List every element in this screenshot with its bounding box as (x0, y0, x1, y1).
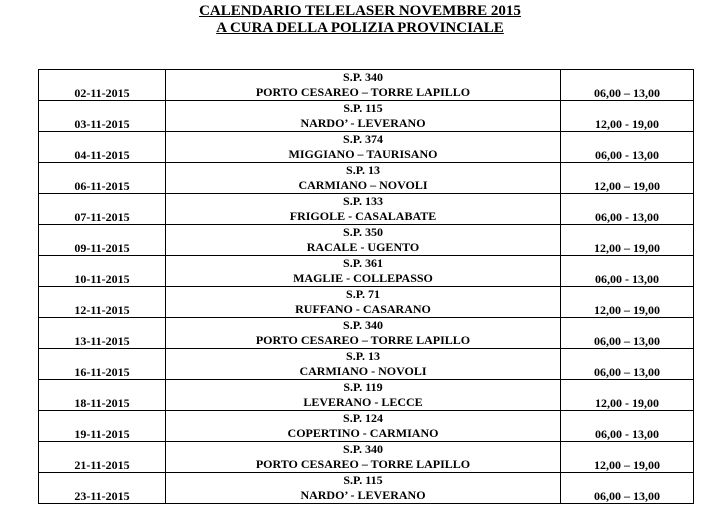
road-code: S.P. 340 (343, 70, 383, 84)
road-cell (166, 101, 561, 132)
time-cell: 12,00 - 19,00 (561, 380, 694, 411)
time-cell: 06,00 - 13,00 (561, 256, 694, 287)
route-name: FRIGOLE - CASALABATE (289, 209, 437, 223)
table-row (39, 442, 694, 473)
date-cell: 04-11-2015 (39, 132, 166, 163)
road-code: S.P. 119 (343, 380, 383, 394)
road-cell (166, 473, 561, 504)
table-row (39, 473, 694, 504)
route-name: RUFFANO - CASARANO (295, 302, 431, 316)
route-name: COPERTINO - CARMIANO (287, 426, 439, 440)
route-name: NARDO’ - LEVERANO (300, 116, 426, 130)
road-code: S.P. 340 (343, 318, 383, 332)
document-header (0, 3, 720, 37)
road-cell (166, 380, 561, 411)
table-row (39, 256, 694, 287)
time-cell: 06,00 – 13,00 (561, 318, 694, 349)
table-row (39, 132, 694, 163)
date-cell: 10-11-2015 (39, 256, 166, 287)
table-row (39, 194, 694, 225)
time-cell: 06,00 - 13,00 (561, 194, 694, 225)
road-cell (166, 318, 561, 349)
document-subtitle: A CURA DELLA POLIZIA PROVINCIALE (216, 20, 504, 36)
date-cell: 07-11-2015 (39, 194, 166, 225)
route-name: LEVERANO - LECCE (303, 395, 423, 409)
route-name: PORTO CESAREO – TORRE LAPILLO (255, 85, 471, 99)
date-cell: 06-11-2015 (39, 163, 166, 194)
road-cell (166, 442, 561, 473)
road-code: S.P. 350 (343, 225, 383, 239)
road-code: S.P. 374 (343, 132, 383, 146)
road-cell (166, 194, 561, 225)
road-cell (166, 256, 561, 287)
time-cell: 12,00 – 19,00 (561, 442, 694, 473)
schedule-body (39, 70, 694, 504)
route-name: CARMIANO – NOVOLI (298, 178, 428, 192)
date-cell: 02-11-2015 (39, 70, 166, 101)
time-cell: 06,00 – 13,00 (561, 70, 694, 101)
time-cell: 06,00 - 13,00 (561, 411, 694, 442)
table-row (39, 225, 694, 256)
route-name: RACALE - UGENTO (306, 240, 420, 254)
road-cell (166, 225, 561, 256)
road-cell (166, 287, 561, 318)
time-cell: 06,00 - 13,00 (561, 132, 694, 163)
table-row (39, 318, 694, 349)
table-row (39, 380, 694, 411)
road-code: S.P. 133 (343, 194, 383, 208)
table-row (39, 411, 694, 442)
date-cell: 09-11-2015 (39, 225, 166, 256)
road-cell (166, 70, 561, 101)
date-cell: 03-11-2015 (39, 101, 166, 132)
time-cell: 06,00 – 13,00 (561, 349, 694, 380)
road-cell (166, 132, 561, 163)
road-code: S.P. 115 (343, 473, 383, 487)
road-code: S.P. 340 (343, 442, 383, 456)
road-cell (166, 411, 561, 442)
date-cell: 18-11-2015 (39, 380, 166, 411)
time-cell: 12,00 - 19,00 (561, 101, 694, 132)
road-code: S.P. 115 (343, 101, 383, 115)
table-row (39, 163, 694, 194)
date-cell: 16-11-2015 (39, 349, 166, 380)
route-name: MIGGIANO – TAURISANO (288, 147, 438, 161)
time-cell: 12,00 – 19,00 (561, 225, 694, 256)
table-row (39, 101, 694, 132)
road-cell (166, 163, 561, 194)
table-row (39, 349, 694, 380)
road-code: S.P. 71 (346, 287, 380, 301)
road-code: S.P. 13 (346, 163, 380, 177)
route-name: CARMIANO - NOVOLI (299, 364, 427, 378)
date-cell: 13-11-2015 (39, 318, 166, 349)
time-cell: 06,00 – 13,00 (561, 473, 694, 504)
time-cell: 12,00 – 19,00 (561, 287, 694, 318)
date-cell: 19-11-2015 (39, 411, 166, 442)
route-name: PORTO CESAREO – TORRE LAPILLO (255, 333, 471, 347)
road-code: S.P. 124 (343, 411, 383, 425)
time-cell: 12,00 – 19,00 (561, 163, 694, 194)
road-code: S.P. 361 (343, 256, 383, 270)
road-code: S.P. 13 (346, 349, 380, 363)
date-cell: 23-11-2015 (39, 473, 166, 504)
date-cell: 21-11-2015 (39, 442, 166, 473)
schedule-table (38, 69, 694, 504)
date-cell: 12-11-2015 (39, 287, 166, 318)
route-name: MAGLIE - COLLEPASSO (293, 271, 433, 285)
route-name: NARDO’ - LEVERANO (300, 488, 426, 502)
road-cell (166, 349, 561, 380)
table-row (39, 70, 694, 101)
route-name: PORTO CESAREO – TORRE LAPILLO (255, 457, 471, 471)
document-title: CALENDARIO TELELASER NOVEMBRE 2015 (199, 3, 521, 19)
table-row (39, 287, 694, 318)
